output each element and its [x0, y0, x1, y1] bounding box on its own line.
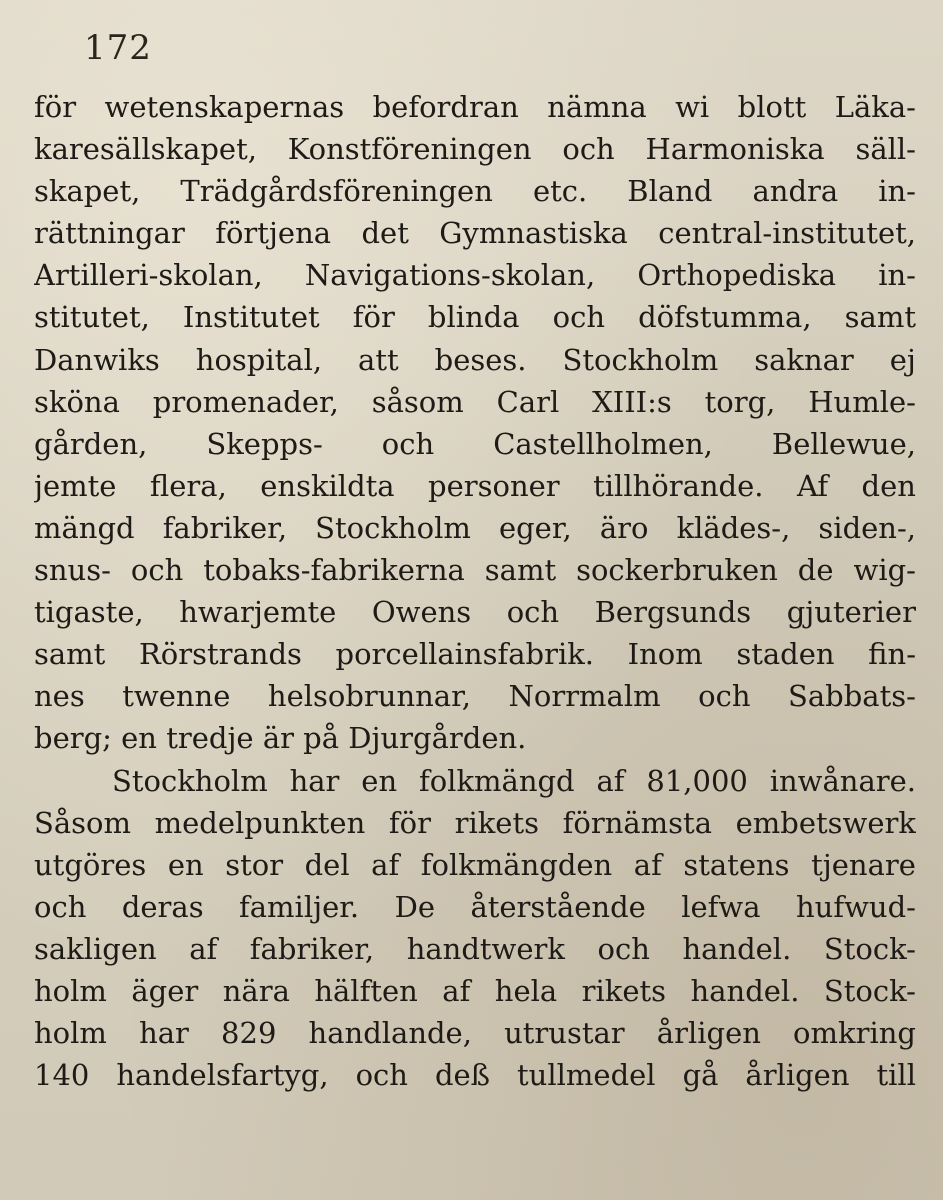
word: karesällskapet,: [34, 132, 257, 167]
word: Stock-: [823, 931, 916, 966]
word: fin-: [868, 637, 916, 672]
word: har: [289, 763, 340, 798]
word: för: [352, 300, 395, 335]
word: holm: [34, 973, 107, 1008]
word: Norrmalm: [508, 679, 661, 714]
word: tillhörande.: [593, 468, 764, 503]
word: blott: [737, 90, 807, 124]
word: äro: [599, 510, 649, 545]
word: en: [167, 847, 204, 882]
word: handel.: [690, 973, 800, 1008]
word: och: [698, 679, 751, 714]
word: tullmedel: [517, 1058, 656, 1093]
word: ej: [889, 342, 916, 377]
word: en: [361, 763, 398, 798]
word: tigaste,: [34, 595, 144, 630]
text-line: [34, 381, 916, 423]
word: Danwiks: [34, 342, 160, 377]
word: af: [596, 763, 625, 798]
word: folkmängden: [420, 847, 613, 882]
word: af: [371, 847, 400, 882]
text-line: [34, 86, 916, 128]
word: årligen: [656, 1016, 761, 1051]
word: den: [861, 468, 916, 503]
word: hwarjemte: [179, 595, 337, 630]
word: in-: [878, 258, 916, 293]
word: familjer.: [239, 889, 360, 924]
word: och: [34, 889, 87, 924]
word: flera,: [149, 468, 227, 503]
word: del: [304, 847, 350, 882]
word: Trädgårdsföreningen: [180, 174, 493, 209]
word: handlande,: [308, 1016, 472, 1051]
word: för: [34, 90, 77, 124]
text-line: [34, 339, 916, 381]
word: nes: [34, 679, 85, 714]
word: Läka-: [834, 90, 916, 124]
word: personer: [428, 468, 560, 503]
word: hälften: [314, 973, 418, 1008]
text-line: [34, 844, 916, 886]
word: och: [381, 426, 435, 461]
word: fabriker,: [249, 931, 375, 966]
word: årligen: [745, 1058, 850, 1093]
word: Humle-: [808, 384, 916, 419]
word: rikets: [581, 973, 667, 1008]
word: utgöres: [34, 847, 147, 882]
word: Navigations-skolan,: [304, 258, 596, 293]
text-line: [34, 633, 916, 675]
word: nära: [222, 973, 290, 1008]
word: fabriker,: [162, 510, 288, 545]
word: af: [633, 847, 662, 882]
word: staden: [736, 637, 835, 672]
word: och: [552, 300, 606, 335]
word: Gymnastiska: [439, 216, 628, 251]
word: siden-,: [818, 510, 916, 545]
word: af: [442, 973, 471, 1008]
word: enskildta: [260, 468, 395, 503]
word: återstående: [470, 889, 646, 924]
word: lefwa: [681, 889, 761, 924]
word: Institutet: [182, 300, 320, 335]
text-line: [34, 128, 916, 170]
word: Owens: [371, 595, 472, 630]
text-line: [34, 928, 916, 970]
word: samt: [484, 553, 557, 588]
word: stor: [225, 847, 284, 882]
text-line: [34, 465, 916, 507]
text-line: [34, 1054, 916, 1096]
text-line: [34, 802, 916, 844]
word: handelsfartyg,: [116, 1058, 329, 1093]
word: att: [358, 342, 399, 377]
word: Artilleri-skolan,: [34, 258, 263, 293]
word: andra: [752, 174, 839, 209]
word: wetenskapernas: [104, 90, 345, 124]
word: Stockholm: [315, 510, 471, 545]
word: inwånare.: [769, 763, 916, 798]
text-line: [34, 970, 916, 1012]
word: blinda: [427, 300, 520, 335]
word: och: [562, 132, 615, 167]
word: Bergsunds: [594, 595, 752, 630]
word: porcellainsfabrik.: [335, 637, 595, 672]
word: gjuterier: [786, 595, 916, 630]
word: folkmängd: [418, 763, 575, 798]
word: skapet,: [34, 174, 141, 209]
word: Sabbats-: [788, 679, 916, 714]
word: handtwerk: [406, 931, 565, 966]
text-line: [34, 1012, 916, 1054]
word: sakligen: [34, 931, 157, 966]
word: eger,: [498, 510, 572, 545]
word: 140: [34, 1058, 90, 1093]
word: embetswerk: [735, 805, 916, 840]
word: twenne: [122, 679, 231, 714]
word: Castellholmen,: [493, 426, 713, 461]
word: Skepps-: [206, 426, 323, 461]
word: Inom: [627, 637, 703, 672]
word: förnämsta: [562, 805, 712, 840]
word: och: [355, 1058, 408, 1093]
word: förtjena: [215, 216, 332, 251]
text-line: [34, 296, 916, 338]
word: döfstumma,: [638, 300, 812, 335]
word: af: [189, 931, 218, 966]
word: Af: [796, 468, 829, 503]
word: promenader,: [152, 384, 339, 419]
word: Stock-: [823, 973, 916, 1008]
word: torg,: [704, 384, 776, 419]
text-line: [34, 507, 916, 549]
word: de: [797, 553, 834, 588]
word: 829: [221, 1016, 277, 1051]
text-line: [34, 170, 916, 212]
word: det: [361, 216, 409, 251]
word: rikets: [454, 805, 540, 840]
word: hufwud-: [795, 889, 916, 924]
word: hela: [494, 973, 558, 1008]
word: till: [876, 1058, 916, 1093]
word: Stockholm: [562, 342, 719, 377]
word: gå: [682, 1058, 719, 1093]
word: säll-: [855, 132, 916, 167]
word: sköna: [34, 384, 120, 419]
word: för: [388, 805, 431, 840]
word: 81,000: [646, 763, 748, 798]
word: Rörstrands: [138, 637, 302, 672]
word: medelpunkten: [154, 805, 366, 840]
word: Bellewue,: [771, 426, 916, 461]
word: nämna: [547, 90, 647, 124]
word: Stockholm: [112, 763, 268, 798]
text-line: [34, 675, 916, 717]
text-line: [34, 423, 916, 465]
word: Orthopediska: [637, 258, 837, 293]
word: utrustar: [504, 1016, 625, 1051]
word: holm: [34, 1016, 107, 1051]
word: Såsom: [34, 805, 131, 840]
text-line: [34, 254, 916, 296]
word: gården,: [34, 426, 148, 461]
word: och: [597, 931, 650, 966]
text-line: [34, 591, 916, 633]
word: beses.: [434, 342, 527, 377]
word: wi: [675, 90, 710, 124]
word: statens: [683, 847, 790, 882]
word: deras: [121, 889, 204, 924]
word: samt: [34, 637, 106, 672]
word: tobaks-fabrikerna: [203, 553, 465, 588]
page-number: 172: [84, 28, 152, 68]
word: wig-: [853, 553, 916, 588]
word: handel.: [682, 931, 792, 966]
word: saknar: [754, 342, 854, 377]
word: sockerbruken: [576, 553, 778, 588]
text-line: [34, 886, 916, 928]
word: central-institutet,: [658, 216, 916, 251]
word: Bland: [627, 174, 713, 209]
word: rättningar: [34, 216, 185, 251]
word: De: [394, 889, 436, 924]
text-line: berg; en tredje är på Djurgården.: [34, 721, 527, 756]
word: XIII:s: [592, 384, 672, 419]
word: hospital,: [195, 342, 323, 377]
word: snus-: [34, 553, 111, 588]
word: samt: [844, 300, 916, 335]
word: jemte: [34, 468, 117, 503]
word: in-: [878, 174, 916, 209]
text-line: [34, 549, 916, 591]
word: Harmoniska: [645, 132, 825, 167]
word: Konstföreningen: [287, 132, 532, 167]
word: mängd: [34, 510, 135, 545]
body-text: [34, 86, 916, 1096]
word: tjenare: [811, 847, 916, 882]
word: klädes-,: [676, 510, 791, 545]
word: deß: [434, 1058, 491, 1093]
word: helsobrunnar,: [267, 679, 471, 714]
word: befordran: [372, 90, 519, 124]
word: etc.: [532, 174, 588, 209]
word: äger: [131, 973, 199, 1008]
word: omkring: [793, 1016, 916, 1051]
text-line: [34, 760, 916, 802]
word: såsom: [371, 384, 464, 419]
word: och: [506, 595, 560, 630]
word: har: [139, 1016, 189, 1051]
word: och: [130, 553, 184, 588]
word: Carl: [496, 384, 560, 419]
text-line: [34, 212, 916, 254]
word: stitutet,: [34, 300, 150, 335]
